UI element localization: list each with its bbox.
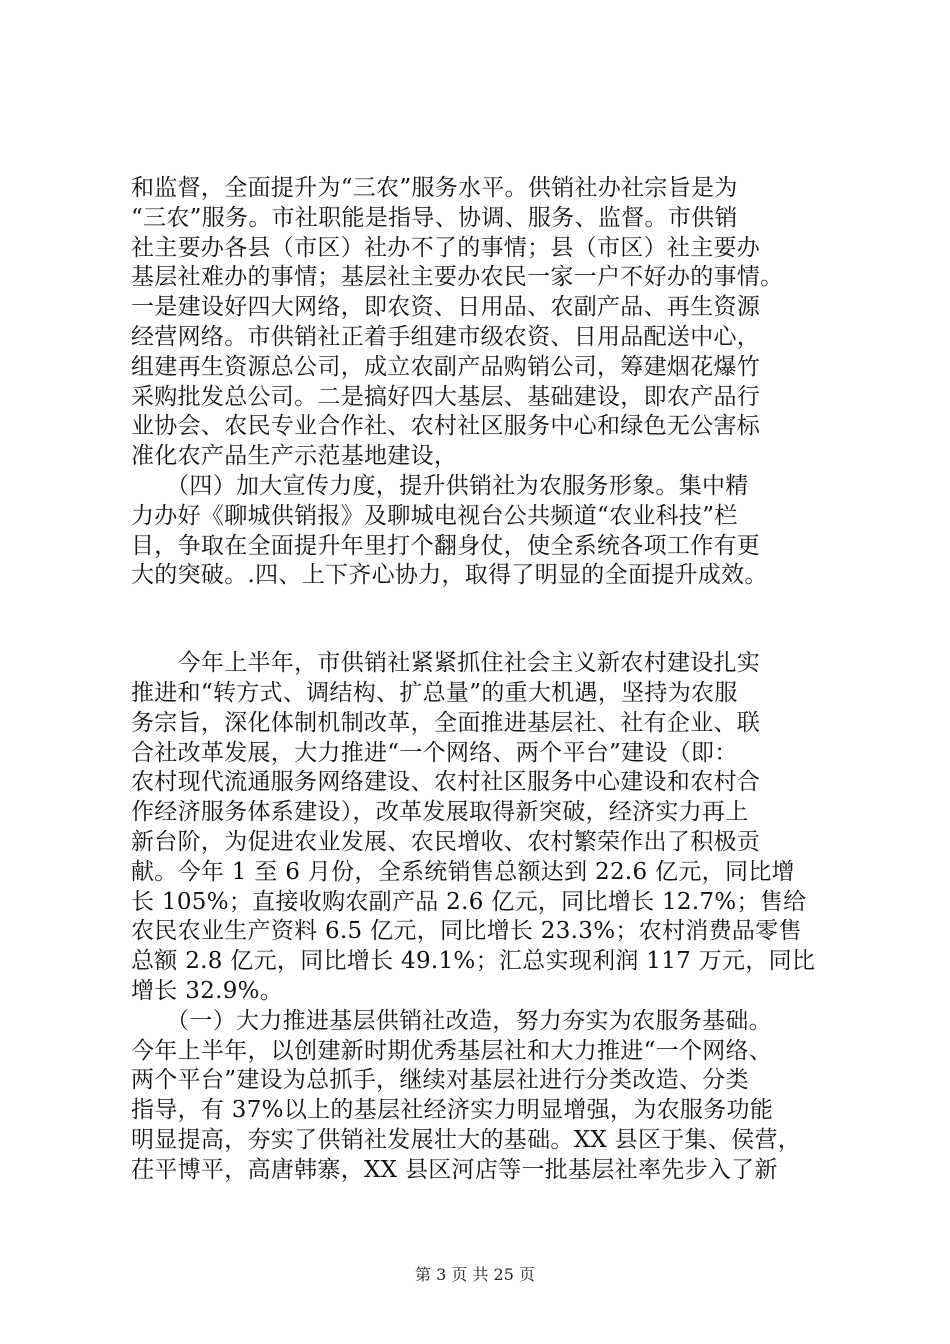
text-line: 一是建设好四大网络，即农资、日用品、农副产品、再生资源 bbox=[131, 294, 761, 321]
paragraph bbox=[131, 472, 831, 591]
paragraph bbox=[131, 1007, 831, 1186]
text-line: 基层社难办的事情；基层社主要办农民一家一户不好办的事情。 bbox=[131, 264, 784, 291]
text-line: 今年上半年，以创建新时期优秀基层社和大力推进“一个网络、 bbox=[131, 1037, 773, 1064]
text-line: 力办好《聊城供销报》及聊城电视台公共频道“农业科技”栏 bbox=[131, 502, 738, 529]
text-line: 采购批发总公司。二是搞好四大基层、基础建设，即农产品行 bbox=[131, 383, 761, 410]
text-line: 指导，有 37%以上的基层社经济实力明显增强，为农服务功能 bbox=[131, 1097, 774, 1124]
paragraph-gap bbox=[131, 591, 831, 649]
text-line: 合社改革发展，大力推进“一个网络、两个平台”建设（即： bbox=[131, 739, 738, 766]
page-number: 第 3 页 共 25 页 bbox=[415, 1265, 535, 1284]
text-line: （一）大力推进基层供销社改造，努力夯实为农服务基础。 bbox=[131, 1007, 772, 1034]
document-body bbox=[131, 174, 831, 1186]
text-line: “三农”服务。市社职能是指导、协调、服务、监督。市供销 bbox=[131, 204, 738, 231]
paragraph bbox=[131, 174, 831, 472]
paragraph bbox=[131, 649, 831, 1007]
text-line: 农民农业生产资料 6.5 亿元，同比增长 23.3%；农村消费品零售 bbox=[131, 918, 802, 945]
text-line: 茌平博平，高唐韩寨，XX 县区河店等一批基层社率先步入了新 bbox=[131, 1156, 778, 1183]
text-line: 社主要办各县（市区）社办不了的事情；县（市区）社主要办 bbox=[131, 234, 761, 261]
text-line: 务宗旨，深化体制机制改革，全面推进基层社、社有企业、联 bbox=[131, 709, 761, 736]
text-line: 增长 32.9%。 bbox=[131, 977, 284, 1004]
text-line: 业协会、农民专业合作社、农村社区服务中心和绿色无公害标 bbox=[131, 413, 761, 440]
text-line: 组建再生资源总公司，成立农副产品购销公司，筹建烟花爆竹 bbox=[131, 353, 761, 380]
text-line: 准化农产品生产示范基地建设， bbox=[131, 443, 458, 470]
text-line: 农村现代流通服务网络建设、农村社区服务中心建设和农村合 bbox=[131, 769, 761, 796]
text-line: 经营网络。市供销社正着手组建市级农资、日用品配送中心， bbox=[131, 323, 761, 350]
text-line: 推进和“转方式、调结构、扩总量”的重大机遇，坚持为农服 bbox=[131, 679, 738, 706]
text-line: 两个平台”建设为总抓手，继续对基层社进行分类改造、分类 bbox=[131, 1067, 749, 1094]
text-line: 大的突破。.四、上下齐心协力，取得了明显的全面提升成效。 bbox=[131, 562, 768, 589]
text-line: 长 105%；直接收购农副产品 2.6 亿元，同比增长 12.7%；售给 bbox=[131, 888, 807, 915]
page-footer bbox=[0, 1262, 950, 1285]
text-line: 献。今年 1 至 6 月份，全系统销售总额达到 22.6 亿元，同比增 bbox=[131, 858, 795, 885]
text-line: 作经济服务体系建设），改革发展取得新突破，经济实力再上 bbox=[131, 799, 749, 826]
text-line: 和监督，全面提升为“三农”服务水平。供销社办社宗旨是为 bbox=[131, 175, 738, 201]
text-line: 明显提高，夯实了供销社发展壮大的基础。XX 县区于集、侯营， bbox=[131, 1126, 802, 1153]
text-line: 新台阶，为促进农业发展、农民增收、农村繁荣作出了积极贡 bbox=[131, 828, 761, 855]
text-line: 今年上半年，市供销社紧紧抓住社会主义新农村建设扎实 bbox=[131, 650, 761, 677]
text-line: 总额 2.8 亿元，同比增长 49.1%；汇总实现利润 117 万元，同比 bbox=[131, 948, 816, 975]
text-line: 目，争取在全面提升年里打个翻身仗，使全系统各项工作有更 bbox=[131, 532, 761, 559]
text-line: （四）加大宣传力度，提升供销社为农服务形象。集中精 bbox=[131, 472, 749, 499]
